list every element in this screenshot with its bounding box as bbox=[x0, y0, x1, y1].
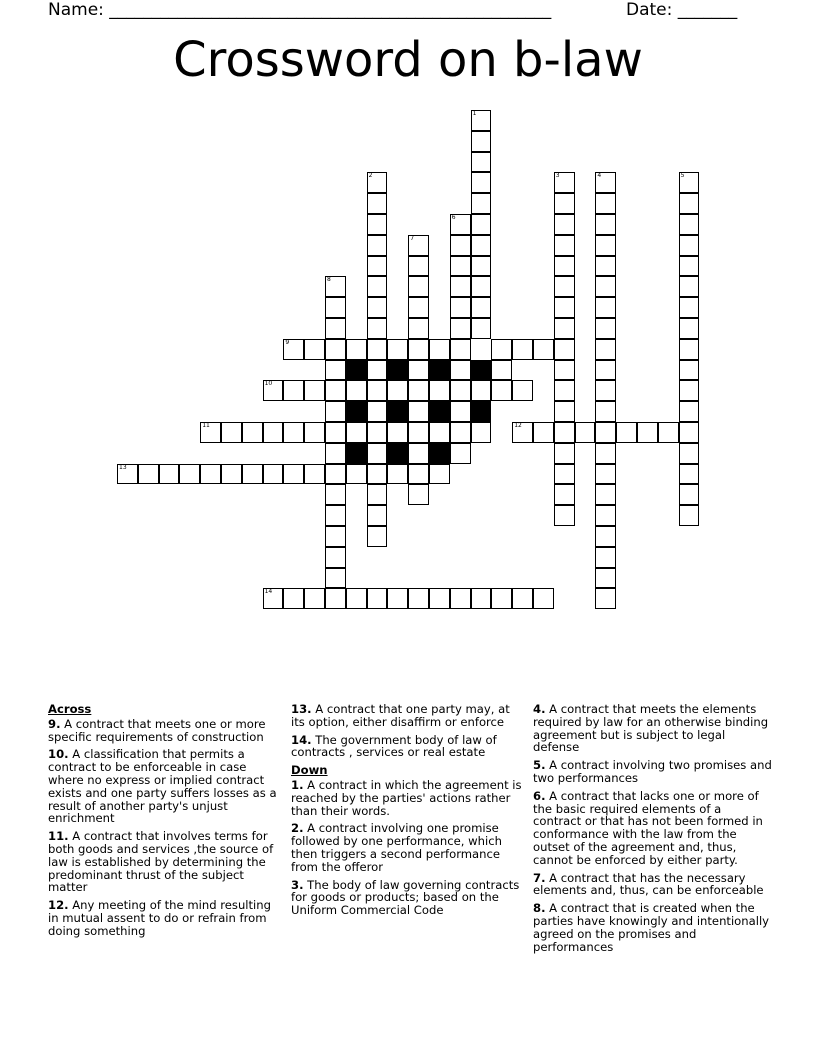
grid-cell[interactable] bbox=[471, 318, 492, 339]
grid-cell[interactable] bbox=[595, 464, 616, 485]
grid-cell[interactable] bbox=[679, 235, 700, 256]
grid-cell[interactable] bbox=[408, 380, 429, 401]
grid-cell[interactable] bbox=[283, 422, 304, 443]
grid-cell[interactable] bbox=[471, 172, 492, 193]
grid-cell[interactable] bbox=[554, 443, 575, 464]
grid-cell[interactable] bbox=[471, 256, 492, 277]
grid-cell[interactable] bbox=[450, 588, 471, 609]
grid-cell[interactable] bbox=[471, 110, 492, 131]
grid-cell[interactable] bbox=[367, 484, 388, 505]
grid-cell[interactable] bbox=[367, 464, 388, 485]
clues-column-1 bbox=[48, 703, 280, 943]
grid-cell[interactable] bbox=[367, 401, 388, 422]
grid-cell[interactable] bbox=[408, 443, 429, 464]
clue-number: 11 bbox=[202, 422, 210, 429]
grid-cell[interactable] bbox=[325, 484, 346, 505]
grid-cell[interactable] bbox=[283, 380, 304, 401]
grid-cell[interactable] bbox=[367, 526, 388, 547]
grid-cell[interactable] bbox=[637, 422, 658, 443]
grid-cell[interactable] bbox=[679, 484, 700, 505]
grid-cell[interactable] bbox=[325, 547, 346, 568]
grid-cell[interactable] bbox=[450, 339, 471, 360]
grid-cell[interactable] bbox=[471, 276, 492, 297]
clue-number: 2 bbox=[368, 172, 373, 180]
grid-cell[interactable] bbox=[387, 422, 408, 443]
grid-cell[interactable] bbox=[450, 214, 471, 235]
clue-down-8: 8. A contract that is created when the parties have knowingly and intentionally agreed on the promises and performances bbox=[533, 901, 770, 954]
grid-cell[interactable] bbox=[679, 172, 700, 193]
grid-cell[interactable] bbox=[367, 276, 388, 297]
grid-cell[interactable] bbox=[346, 339, 367, 360]
grid-block-cell bbox=[429, 360, 450, 381]
grid-cell[interactable] bbox=[138, 464, 159, 485]
grid-cell[interactable] bbox=[346, 380, 367, 401]
page-title: Crossword on b-law bbox=[173, 32, 643, 88]
grid-cell[interactable] bbox=[263, 464, 284, 485]
grid-cell[interactable] bbox=[471, 380, 492, 401]
grid-cell[interactable] bbox=[408, 276, 429, 297]
grid-block-cell bbox=[346, 360, 367, 381]
grid-cell[interactable] bbox=[304, 422, 325, 443]
grid-cell[interactable] bbox=[117, 464, 138, 485]
grid-cell[interactable] bbox=[595, 380, 616, 401]
grid-cell[interactable] bbox=[595, 318, 616, 339]
grid-cell[interactable] bbox=[491, 380, 512, 401]
grid-cell[interactable] bbox=[408, 484, 429, 505]
grid-cell[interactable] bbox=[346, 422, 367, 443]
grid-cell[interactable] bbox=[200, 422, 221, 443]
grid-cell[interactable] bbox=[679, 360, 700, 381]
clue-number: 10 bbox=[264, 380, 273, 388]
grid-cell[interactable] bbox=[325, 360, 346, 381]
grid-block-cell bbox=[346, 401, 367, 422]
grid-cell[interactable] bbox=[512, 380, 533, 401]
grid-cell[interactable] bbox=[554, 318, 575, 339]
grid-cell[interactable] bbox=[325, 588, 346, 609]
grid-cell[interactable] bbox=[429, 588, 450, 609]
grid-cell[interactable] bbox=[367, 214, 388, 235]
grid-cell[interactable] bbox=[450, 422, 471, 443]
grid-cell[interactable] bbox=[554, 464, 575, 485]
grid-cell[interactable] bbox=[450, 380, 471, 401]
grid-cell[interactable] bbox=[595, 526, 616, 547]
clue-down-6: 6. A contract that lacks one or more of the basic required elements of a contract or that has not been formed in conformance with the law from the outset of the agreement and, thus, cannot be enforced by either party. bbox=[533, 788, 763, 867]
grid-cell[interactable] bbox=[679, 401, 700, 422]
grid-cell[interactable] bbox=[595, 235, 616, 256]
grid-cell[interactable] bbox=[679, 297, 700, 318]
grid-cell[interactable] bbox=[367, 422, 388, 443]
grid-cell[interactable] bbox=[471, 235, 492, 256]
grid-cell[interactable] bbox=[387, 339, 408, 360]
grid-block-cell bbox=[429, 443, 450, 464]
grid-cell[interactable] bbox=[159, 464, 180, 485]
grid-cell[interactable] bbox=[367, 588, 388, 609]
grid-cell[interactable] bbox=[554, 256, 575, 277]
grid-cell[interactable] bbox=[325, 339, 346, 360]
grid-cell[interactable] bbox=[595, 214, 616, 235]
grid-cell[interactable] bbox=[367, 297, 388, 318]
grid-cell[interactable] bbox=[595, 401, 616, 422]
grid-cell[interactable] bbox=[325, 318, 346, 339]
grid-cell[interactable] bbox=[595, 172, 616, 193]
clue-number: 4 bbox=[597, 172, 602, 180]
clues-column-2 bbox=[291, 703, 523, 922]
grid-cell[interactable] bbox=[471, 214, 492, 235]
grid-cell[interactable] bbox=[408, 256, 429, 277]
clue-number: 1 bbox=[472, 110, 477, 117]
grid-cell[interactable] bbox=[554, 214, 575, 235]
grid-cell[interactable] bbox=[450, 360, 471, 381]
grid-cell[interactable] bbox=[283, 588, 304, 609]
name-field[interactable]: Name: ____________________________________________________ bbox=[48, 0, 552, 20]
grid-cell[interactable] bbox=[304, 339, 325, 360]
grid-cell[interactable] bbox=[283, 464, 304, 485]
grid-block-cell bbox=[387, 443, 408, 464]
grid-cell[interactable] bbox=[367, 505, 388, 526]
grid-cell[interactable] bbox=[554, 339, 575, 360]
clue-across-10: 10. A classification that permits a contract to be enforceable in case where no express or implied contract exists and one party suffers losses as a result of another party's unjust enrichment bbox=[48, 747, 277, 826]
grid-cell[interactable] bbox=[429, 422, 450, 443]
down-heading: Down bbox=[291, 763, 328, 778]
grid-block-cell bbox=[346, 443, 367, 464]
grid-cell[interactable] bbox=[325, 380, 346, 401]
grid-cell[interactable] bbox=[595, 193, 616, 214]
grid-cell[interactable] bbox=[325, 422, 346, 443]
grid-cell[interactable] bbox=[595, 256, 616, 277]
grid-cell[interactable] bbox=[595, 339, 616, 360]
grid-cell[interactable] bbox=[679, 464, 700, 485]
grid-cell[interactable] bbox=[242, 464, 263, 485]
grid-cell[interactable] bbox=[471, 193, 492, 214]
grid-cell[interactable] bbox=[179, 464, 200, 485]
grid-cell[interactable] bbox=[387, 588, 408, 609]
clue-number: 8 bbox=[327, 276, 331, 284]
grid-cell[interactable] bbox=[616, 422, 637, 443]
grid-cell[interactable] bbox=[304, 464, 325, 485]
clue-down-3: 3. The body of law governing contracts for goods or products; based on the Uniform Commercial Code bbox=[291, 877, 520, 918]
grid-cell[interactable] bbox=[471, 588, 492, 609]
grid-cell[interactable] bbox=[367, 172, 388, 193]
grid-cell[interactable] bbox=[533, 422, 554, 443]
grid-cell[interactable] bbox=[263, 380, 284, 401]
grid-cell[interactable] bbox=[346, 588, 367, 609]
grid-cell[interactable] bbox=[491, 588, 512, 609]
grid-cell[interactable] bbox=[408, 235, 429, 256]
clue-number: 14 bbox=[264, 588, 273, 596]
grid-cell[interactable] bbox=[200, 464, 221, 485]
grid-cell[interactable] bbox=[595, 588, 616, 609]
grid-cell[interactable] bbox=[325, 401, 346, 422]
grid-cell[interactable] bbox=[554, 193, 575, 214]
grid-cell[interactable] bbox=[512, 422, 533, 443]
grid-cell[interactable] bbox=[304, 588, 325, 609]
clue-across-14: 14. The government body of law of contracts , services or real estate bbox=[291, 732, 497, 760]
grid-cell[interactable] bbox=[595, 505, 616, 526]
grid-cell[interactable] bbox=[450, 235, 471, 256]
grid-cell[interactable] bbox=[554, 484, 575, 505]
grid-cell[interactable] bbox=[554, 401, 575, 422]
grid-cell[interactable] bbox=[595, 484, 616, 505]
grid-cell[interactable] bbox=[387, 464, 408, 485]
grid-cell[interactable] bbox=[450, 276, 471, 297]
grid-cell[interactable] bbox=[367, 193, 388, 214]
clue-number: 12 bbox=[514, 422, 522, 429]
grid-cell[interactable] bbox=[221, 464, 242, 485]
grid-cell[interactable] bbox=[471, 152, 492, 173]
grid-cell[interactable] bbox=[408, 339, 429, 360]
grid-cell[interactable] bbox=[408, 588, 429, 609]
grid-cell[interactable] bbox=[367, 380, 388, 401]
grid-cell[interactable] bbox=[679, 339, 700, 360]
grid-cell[interactable] bbox=[450, 401, 471, 422]
grid-cell[interactable] bbox=[429, 339, 450, 360]
grid-cell[interactable] bbox=[679, 443, 700, 464]
grid-cell[interactable] bbox=[221, 422, 242, 443]
grid-cell[interactable] bbox=[658, 422, 679, 443]
grid-cell[interactable] bbox=[595, 568, 616, 589]
grid-cell[interactable] bbox=[595, 547, 616, 568]
grid-cell[interactable] bbox=[533, 588, 554, 609]
grid-cell[interactable] bbox=[554, 360, 575, 381]
grid-cell[interactable] bbox=[325, 464, 346, 485]
grid-block-cell bbox=[471, 401, 492, 422]
grid-cell[interactable] bbox=[450, 256, 471, 277]
clue-across-13: 13. A contract that one party may, at its option, either disaffirm or enforce bbox=[291, 702, 510, 729]
grid-cell[interactable] bbox=[367, 339, 388, 360]
grid-cell[interactable] bbox=[408, 464, 429, 485]
grid-cell[interactable] bbox=[450, 297, 471, 318]
grid-cell[interactable] bbox=[325, 276, 346, 297]
grid-cell[interactable] bbox=[450, 318, 471, 339]
grid-cell[interactable] bbox=[595, 422, 616, 443]
grid-cell[interactable] bbox=[471, 297, 492, 318]
grid-cell[interactable] bbox=[304, 380, 325, 401]
clue-number: 6 bbox=[451, 214, 456, 221]
grid-cell[interactable] bbox=[679, 380, 700, 401]
grid-cell[interactable] bbox=[491, 360, 512, 381]
clue-number: 9 bbox=[285, 338, 290, 346]
clue-across-12: 12. Any meeting of the mind resulting in mutual assent to do or refrain from doing something bbox=[48, 898, 271, 938]
clue-down-2: 2. A contract involving one promise followed by one performance, which then triggers a second performance from the offeror bbox=[291, 821, 502, 874]
grid-block-cell bbox=[387, 360, 408, 381]
grid-cell[interactable] bbox=[367, 318, 388, 339]
grid-block-cell bbox=[429, 401, 450, 422]
grid-cell[interactable] bbox=[575, 422, 596, 443]
clue-number: 3 bbox=[555, 172, 560, 180]
grid-cell[interactable] bbox=[679, 505, 700, 526]
grid-cell[interactable] bbox=[346, 464, 367, 485]
grid-block-cell bbox=[471, 360, 492, 381]
clue-number: 13 bbox=[119, 463, 127, 471]
grid-cell[interactable] bbox=[387, 380, 408, 401]
grid-cell[interactable] bbox=[408, 422, 429, 443]
grid-cell[interactable] bbox=[491, 339, 512, 360]
grid-cell[interactable] bbox=[325, 443, 346, 464]
clues-column-3 bbox=[533, 703, 773, 958]
grid-cell[interactable] bbox=[471, 131, 492, 152]
grid-cell[interactable] bbox=[679, 214, 700, 235]
grid-cell[interactable] bbox=[595, 276, 616, 297]
grid-cell[interactable] bbox=[679, 318, 700, 339]
grid-cell[interactable] bbox=[595, 443, 616, 464]
grid-cell[interactable] bbox=[554, 297, 575, 318]
grid-cell[interactable] bbox=[595, 360, 616, 381]
grid-cell[interactable] bbox=[325, 505, 346, 526]
grid-cell[interactable] bbox=[325, 526, 346, 547]
grid-cell[interactable] bbox=[367, 443, 388, 464]
grid-cell[interactable] bbox=[408, 360, 429, 381]
grid-cell[interactable] bbox=[408, 318, 429, 339]
grid-cell[interactable] bbox=[263, 422, 284, 443]
grid-cell[interactable] bbox=[408, 401, 429, 422]
grid-cell[interactable] bbox=[554, 422, 575, 443]
grid-cell[interactable] bbox=[533, 339, 554, 360]
date-field[interactable]: Date: _______ bbox=[626, 0, 738, 20]
grid-cell[interactable] bbox=[471, 422, 492, 443]
grid-cell[interactable] bbox=[242, 422, 263, 443]
clue-down-1: 1. A contract in which the agreement is reached by the parties' actions rather than their words. bbox=[291, 777, 522, 818]
grid-cell[interactable] bbox=[554, 172, 575, 193]
clue-number: 5 bbox=[680, 172, 685, 180]
clue-down-5: 5. A contract involving two promises and two performances bbox=[533, 758, 772, 785]
grid-cell[interactable] bbox=[679, 276, 700, 297]
grid-block-cell bbox=[387, 401, 408, 422]
grid-cell[interactable] bbox=[429, 380, 450, 401]
grid-cell[interactable] bbox=[554, 276, 575, 297]
grid-cell[interactable] bbox=[263, 588, 284, 609]
grid-cell[interactable] bbox=[367, 360, 388, 381]
grid-cell[interactable] bbox=[450, 443, 471, 464]
grid-cell[interactable] bbox=[595, 297, 616, 318]
grid-cell[interactable] bbox=[512, 339, 533, 360]
grid-cell[interactable] bbox=[325, 297, 346, 318]
clue-down-4: 4. A contract that meets the elements required by law for an otherwise binding agreement but is subject to legal defense bbox=[533, 702, 769, 755]
grid-cell[interactable] bbox=[367, 256, 388, 277]
clue-across-11: 11. A contract that involves terms for both goods and services ,the source of law is established by determining the predominant thrust of the subject matter bbox=[48, 829, 274, 895]
clue-down-7: 7. A contract that has the necessary elements and, thus, can be enforceable bbox=[533, 870, 764, 898]
grid-cell[interactable] bbox=[554, 380, 575, 401]
clue-across-9: 9. A contract that meets one or more specific requirements of construction bbox=[48, 716, 266, 744]
grid-cell[interactable] bbox=[512, 588, 533, 609]
grid-cell[interactable] bbox=[679, 193, 700, 214]
grid-cell[interactable] bbox=[554, 505, 575, 526]
grid-cell[interactable] bbox=[325, 568, 346, 589]
grid-cell[interactable] bbox=[554, 235, 575, 256]
across-heading: Across bbox=[48, 702, 92, 716]
grid-cell[interactable] bbox=[408, 297, 429, 318]
grid-cell[interactable] bbox=[679, 422, 700, 443]
grid-cell[interactable] bbox=[429, 464, 450, 485]
grid-cell[interactable] bbox=[283, 339, 304, 360]
clue-number: 7 bbox=[410, 234, 415, 242]
grid-cell[interactable] bbox=[679, 256, 700, 277]
grid-cell[interactable] bbox=[367, 235, 388, 256]
